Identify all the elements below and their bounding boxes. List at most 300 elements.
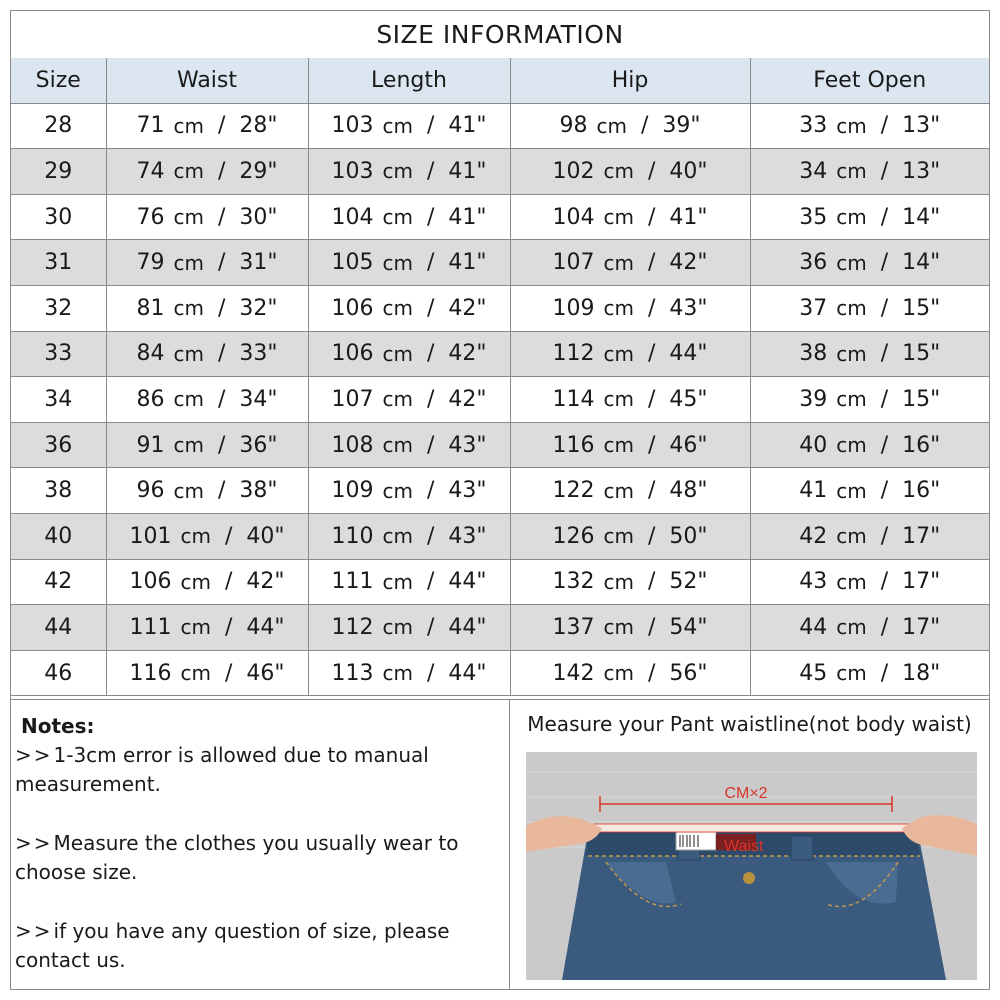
feet-open-cm-value: 37 (799, 295, 828, 321)
separator: / (217, 341, 226, 367)
waist-measurement-photo (526, 752, 977, 980)
unit-label: cm (382, 661, 413, 686)
waist-cell (106, 194, 308, 240)
note-arrows: >> (15, 743, 53, 767)
unit-label: cm (173, 250, 204, 275)
length-cell (308, 513, 510, 559)
separator: / (426, 113, 435, 139)
length-cell (308, 377, 510, 423)
column-header-hip: Hip (510, 58, 750, 103)
hip-cm-value: 107 (552, 250, 595, 276)
length-inch-value: 42" (448, 341, 487, 367)
size-cell: 46 (11, 650, 106, 696)
separator: / (647, 341, 656, 367)
separator: / (880, 341, 889, 367)
waist-inch-value: 34" (239, 386, 278, 412)
length-cm-value: 109 (331, 478, 374, 504)
length-cm-value: 103 (331, 158, 374, 184)
separator: / (217, 113, 226, 139)
unit-label: cm (173, 433, 204, 458)
separator: / (224, 523, 233, 549)
length-inch-value: 43" (448, 523, 487, 549)
hip-cell (510, 650, 750, 696)
measure-panel (510, 700, 989, 990)
feet-open-cm-value: 36 (799, 250, 828, 276)
length-cm-value: 107 (331, 386, 374, 412)
hip-inch-value: 48" (669, 478, 708, 504)
note-item (15, 917, 505, 975)
unit-label: cm (382, 569, 413, 594)
waist-inch-value: 33" (239, 341, 278, 367)
unit-label: cm (603, 341, 634, 366)
waist-inch-value: 31" (239, 250, 278, 276)
hip-cm-value: 114 (552, 386, 595, 412)
hip-cm-value: 112 (552, 341, 595, 367)
length-inch-value: 42" (448, 295, 487, 321)
unit-label: cm (836, 524, 867, 549)
length-cell (308, 650, 510, 696)
separator: / (647, 523, 656, 549)
separator: / (647, 614, 656, 640)
table-row (11, 605, 989, 651)
bottom-section (11, 699, 989, 990)
separator: / (217, 432, 226, 458)
waist-cm-value: 84 (136, 341, 165, 367)
length-inch-value: 41" (448, 204, 487, 230)
unit-label: cm (836, 433, 867, 458)
feet-open-cm-value: 41 (799, 478, 828, 504)
waist-cell (106, 331, 308, 377)
unit-label: cm (596, 113, 627, 138)
hip-inch-value: 52" (669, 569, 708, 595)
page-title: SIZE INFORMATION (11, 11, 989, 59)
waist-cm-value: 81 (136, 295, 165, 321)
separator: / (224, 614, 233, 640)
waist-inch-value: 30" (239, 204, 278, 230)
feet-open-inch-value: 17" (902, 614, 941, 640)
unit-label: cm (173, 159, 204, 184)
waist-cell (106, 468, 308, 514)
waist-cm-value: 86 (136, 386, 165, 412)
size-cell: 36 (11, 422, 106, 468)
waist-cell (106, 285, 308, 331)
length-inch-value: 42" (448, 386, 487, 412)
separator: / (640, 113, 649, 139)
feet-open-cm-value: 40 (799, 432, 828, 458)
hip-cell (510, 422, 750, 468)
waist-cell (106, 149, 308, 195)
separator: / (426, 158, 435, 184)
unit-label: cm (180, 661, 211, 686)
feet-open-inch-value: 14" (902, 250, 941, 276)
hip-cell (510, 149, 750, 195)
feet-open-cell (750, 468, 989, 514)
separator: / (217, 250, 226, 276)
feet-open-inch-value: 15" (902, 341, 941, 367)
hip-cell (510, 377, 750, 423)
unit-label: cm (603, 661, 634, 686)
size-cell: 30 (11, 194, 106, 240)
length-cm-value: 110 (331, 523, 374, 549)
separator: / (880, 614, 889, 640)
feet-open-cell (750, 650, 989, 696)
hip-cm-value: 126 (552, 523, 595, 549)
unit-label: cm (603, 478, 634, 503)
unit-label: cm (603, 615, 634, 640)
feet-open-cell (750, 422, 989, 468)
separator: / (426, 204, 435, 230)
hip-cell (510, 103, 750, 149)
unit-label: cm (180, 524, 211, 549)
waist-cell (106, 103, 308, 149)
size-cell: 34 (11, 377, 106, 423)
waist-inch-value: 46" (246, 660, 285, 686)
hip-inch-value: 54" (669, 614, 708, 640)
size-cell: 40 (11, 513, 106, 559)
separator: / (426, 341, 435, 367)
length-inch-value: 41" (448, 250, 487, 276)
separator: / (217, 478, 226, 504)
hip-cell (510, 240, 750, 286)
unit-label: cm (836, 296, 867, 321)
feet-open-cell (750, 331, 989, 377)
column-header-waist: Waist (106, 58, 308, 103)
size-cell: 31 (11, 240, 106, 286)
length-cm-value: 106 (331, 295, 374, 321)
feet-open-inch-value: 17" (902, 569, 941, 595)
unit-label: cm (382, 205, 413, 230)
length-cm-value: 106 (331, 341, 374, 367)
feet-open-cm-value: 45 (799, 660, 828, 686)
separator: / (426, 660, 435, 686)
hip-inch-value: 56" (669, 660, 708, 686)
unit-label: cm (382, 113, 413, 138)
feet-open-cm-value: 34 (799, 158, 828, 184)
table-row (11, 149, 989, 195)
length-cell (308, 468, 510, 514)
hip-cm-value: 142 (552, 660, 595, 686)
separator: / (647, 158, 656, 184)
length-inch-value: 41" (448, 113, 487, 139)
table-header-row (11, 58, 989, 103)
feet-open-inch-value: 13" (902, 158, 941, 184)
separator: / (217, 386, 226, 412)
hip-inch-value: 50" (669, 523, 708, 549)
feet-open-inch-value: 15" (902, 386, 941, 412)
length-inch-value: 44" (448, 614, 487, 640)
feet-open-cm-value: 44 (799, 614, 828, 640)
waist-cm-value: 91 (136, 432, 165, 458)
separator: / (647, 386, 656, 412)
waist-inch-value: 28" (239, 113, 278, 139)
waist-cell (106, 559, 308, 605)
hip-inch-value: 41" (669, 204, 708, 230)
length-inch-value: 44" (448, 569, 487, 595)
feet-open-cell (750, 103, 989, 149)
waist-cm-value: 79 (136, 250, 165, 276)
length-cm-value: 111 (331, 569, 374, 595)
length-cell (308, 559, 510, 605)
separator: / (217, 295, 226, 321)
hip-cm-value: 102 (552, 158, 595, 184)
table-row (11, 103, 989, 149)
size-cell: 29 (11, 149, 106, 195)
separator: / (426, 250, 435, 276)
feet-open-cell (750, 605, 989, 651)
waist-inch-value: 40" (246, 523, 285, 549)
length-cell (308, 194, 510, 240)
waist-inch-value: 38" (239, 478, 278, 504)
hip-inch-value: 43" (669, 295, 708, 321)
separator: / (647, 432, 656, 458)
hip-cm-value: 116 (552, 432, 595, 458)
note-text: if you have any question of size, please contact us. (15, 919, 450, 972)
length-cm-value: 104 (331, 204, 374, 230)
feet-open-cm-value: 43 (799, 569, 828, 595)
feet-open-inch-value: 18" (902, 660, 941, 686)
hip-cell (510, 513, 750, 559)
measure-caption: Measure your Pant waistline(not body waist) (527, 712, 972, 736)
hip-cm-value: 109 (552, 295, 595, 321)
hip-cell (510, 194, 750, 240)
feet-open-inch-value: 17" (902, 523, 941, 549)
separator: / (880, 158, 889, 184)
separator: / (217, 204, 226, 230)
table-row (11, 513, 989, 559)
hip-inch-value: 45" (669, 386, 708, 412)
table-row (11, 650, 989, 696)
separator: / (647, 204, 656, 230)
jeans-illustration (526, 752, 977, 980)
unit-label: cm (382, 478, 413, 503)
hip-cell (510, 331, 750, 377)
unit-label: cm (603, 296, 634, 321)
unit-label: cm (836, 661, 867, 686)
hip-cell (510, 285, 750, 331)
hip-cell (510, 605, 750, 651)
separator: / (217, 158, 226, 184)
note-arrows: >> (15, 919, 53, 943)
feet-open-cell (750, 513, 989, 559)
hip-cm-value: 122 (552, 478, 595, 504)
unit-label: cm (382, 296, 413, 321)
unit-label: cm (382, 524, 413, 549)
unit-label: cm (836, 113, 867, 138)
notes-panel (11, 700, 510, 990)
waist-cm-value: 71 (136, 113, 165, 139)
size-chart-frame (10, 10, 990, 990)
waist-inch-value: 32" (239, 295, 278, 321)
feet-open-cell (750, 240, 989, 286)
separator: / (880, 660, 889, 686)
unit-label: cm (173, 387, 204, 412)
feet-open-inch-value: 13" (902, 113, 941, 139)
separator: / (647, 660, 656, 686)
separator: / (224, 660, 233, 686)
unit-label: cm (382, 159, 413, 184)
waist-inch-value: 42" (246, 569, 285, 595)
unit-label: cm (836, 478, 867, 503)
separator: / (224, 569, 233, 595)
unit-label: cm (603, 387, 634, 412)
separator: / (880, 204, 889, 230)
hip-inch-value: 42" (669, 250, 708, 276)
table-row (11, 285, 989, 331)
table-row (11, 559, 989, 605)
table-row (11, 468, 989, 514)
length-cell (308, 149, 510, 195)
feet-open-inch-value: 16" (902, 478, 941, 504)
note-item (15, 741, 505, 799)
unit-label: cm (836, 159, 867, 184)
separator: / (647, 478, 656, 504)
length-inch-value: 41" (448, 158, 487, 184)
length-cm-value: 112 (331, 614, 374, 640)
column-header-feet-open: Feet Open (750, 58, 989, 103)
hip-cm-value: 137 (552, 614, 595, 640)
note-text: 1-3cm error is allowed due to manual measurement. (15, 743, 429, 796)
unit-label: cm (173, 478, 204, 503)
length-cm-value: 113 (331, 660, 374, 686)
feet-open-cell (750, 285, 989, 331)
unit-label: cm (836, 569, 867, 594)
feet-open-cm-value: 39 (799, 386, 828, 412)
unit-label: cm (603, 205, 634, 230)
note-item (15, 829, 505, 887)
length-cm-value: 105 (331, 250, 374, 276)
separator: / (880, 386, 889, 412)
separator: / (880, 295, 889, 321)
waist-cm-value: 111 (129, 614, 172, 640)
unit-label: cm (382, 387, 413, 412)
hip-inch-value: 39" (662, 113, 701, 139)
notes-heading: Notes: (21, 714, 95, 738)
separator: / (426, 523, 435, 549)
waist-cm-value: 76 (136, 204, 165, 230)
unit-label: cm (836, 250, 867, 275)
unit-label: cm (603, 433, 634, 458)
separator: / (880, 523, 889, 549)
feet-open-cell (750, 149, 989, 195)
unit-label: cm (180, 569, 211, 594)
waist-cell (106, 422, 308, 468)
feet-open-cm-value: 33 (799, 113, 828, 139)
separator: / (426, 478, 435, 504)
feet-open-inch-value: 16" (902, 432, 941, 458)
unit-label: cm (836, 205, 867, 230)
waist-cell (106, 377, 308, 423)
size-cell: 32 (11, 285, 106, 331)
hip-cm-value: 132 (552, 569, 595, 595)
unit-label: cm (603, 569, 634, 594)
waist-cm-value: 116 (129, 660, 172, 686)
table-row (11, 377, 989, 423)
unit-label: cm (836, 387, 867, 412)
waist-cm-value: 106 (129, 569, 172, 595)
separator: / (880, 432, 889, 458)
hip-cm-value: 98 (559, 113, 588, 139)
separator: / (426, 432, 435, 458)
waist-cell (106, 240, 308, 286)
separator: / (647, 569, 656, 595)
length-inch-value: 43" (448, 478, 487, 504)
waist-inch-value: 36" (239, 432, 278, 458)
feet-open-inch-value: 15" (902, 295, 941, 321)
feet-open-inch-value: 14" (902, 204, 941, 230)
hip-cm-value: 104 (552, 204, 595, 230)
separator: / (647, 250, 656, 276)
separator: / (426, 614, 435, 640)
waist-inch-value: 29" (239, 158, 278, 184)
length-cell (308, 605, 510, 651)
waist-cell (106, 605, 308, 651)
waist-cell (106, 650, 308, 696)
separator: / (426, 295, 435, 321)
waist-cm-value: 96 (136, 478, 165, 504)
separator: / (880, 569, 889, 595)
unit-label: cm (173, 341, 204, 366)
separator: / (880, 250, 889, 276)
length-cell (308, 103, 510, 149)
separator: / (880, 478, 889, 504)
feet-open-cm-value: 42 (799, 523, 828, 549)
hip-inch-value: 40" (669, 158, 708, 184)
length-inch-value: 43" (448, 432, 487, 458)
unit-label: cm (382, 615, 413, 640)
hip-cell (510, 559, 750, 605)
size-cell: 44 (11, 605, 106, 651)
note-arrows: >> (15, 831, 53, 855)
unit-label: cm (836, 341, 867, 366)
measure-label: CM×2 (724, 785, 768, 802)
feet-open-cm-value: 38 (799, 341, 828, 367)
feet-open-cell (750, 194, 989, 240)
waist-cell (106, 513, 308, 559)
table-row (11, 240, 989, 286)
unit-label: cm (603, 250, 634, 275)
column-header-length: Length (308, 58, 510, 103)
unit-label: cm (382, 433, 413, 458)
unit-label: cm (180, 615, 211, 640)
length-cell (308, 422, 510, 468)
feet-open-cm-value: 35 (799, 204, 828, 230)
table-row (11, 331, 989, 377)
unit-label: cm (382, 250, 413, 275)
length-cm-value: 108 (331, 432, 374, 458)
waist-inch-value: 44" (246, 614, 285, 640)
waist-cm-value: 101 (129, 523, 172, 549)
size-cell: 38 (11, 468, 106, 514)
separator: / (880, 113, 889, 139)
unit-label: cm (603, 524, 634, 549)
feet-open-cell (750, 559, 989, 605)
length-cell (308, 285, 510, 331)
length-cell (308, 331, 510, 377)
tape-word: Waist (724, 838, 764, 855)
table-row (11, 422, 989, 468)
size-cell: 42 (11, 559, 106, 605)
unit-label: cm (173, 113, 204, 138)
unit-label: cm (382, 341, 413, 366)
unit-label: cm (836, 615, 867, 640)
hip-inch-value: 46" (669, 432, 708, 458)
size-cell: 33 (11, 331, 106, 377)
table-row (11, 194, 989, 240)
separator: / (647, 295, 656, 321)
feet-open-cell (750, 377, 989, 423)
length-cell (308, 240, 510, 286)
waist-cm-value: 74 (136, 158, 165, 184)
